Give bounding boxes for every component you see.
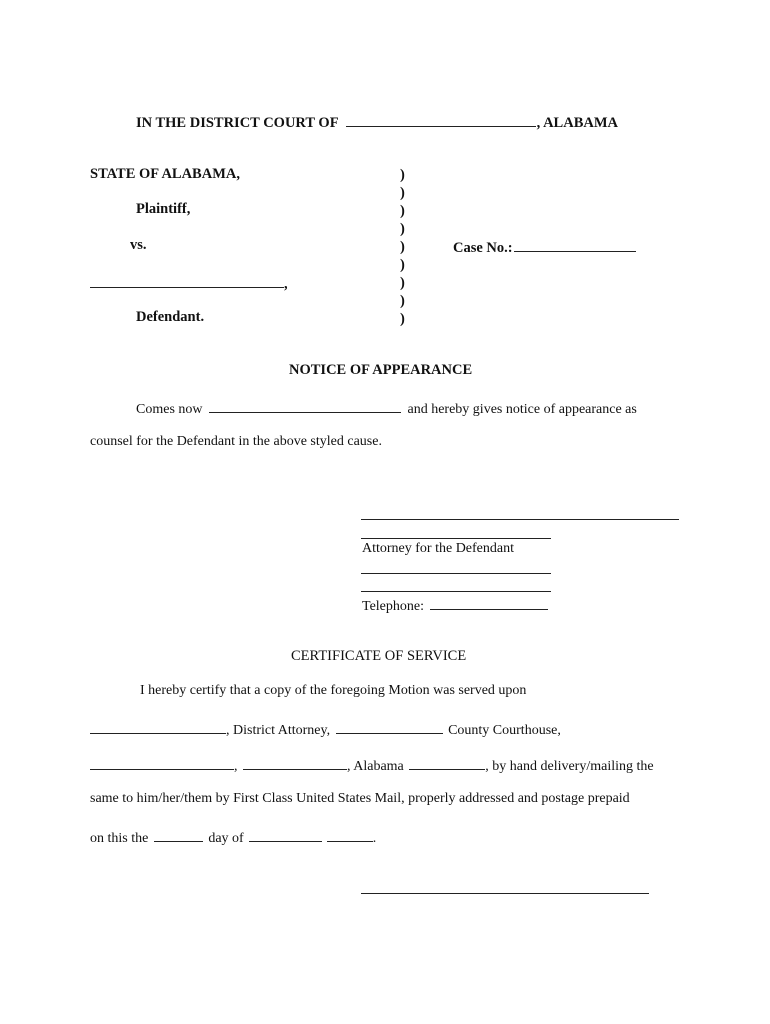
notice-comes-now: Comes now: [136, 402, 203, 417]
defendant-name-blank[interactable]: [90, 273, 284, 288]
court-header-prefix: IN THE DISTRICT COURT OF: [136, 115, 339, 131]
paren: ): [400, 167, 405, 183]
case-number-line: [453, 237, 636, 257]
hand-delivery-text: , by hand delivery/mailing the: [485, 759, 654, 774]
year-blank[interactable]: [327, 827, 373, 842]
attorney-name-line[interactable]: [361, 538, 551, 539]
paren: ): [400, 293, 405, 309]
address-line-2[interactable]: [361, 591, 551, 592]
address-line-1[interactable]: [361, 573, 551, 574]
period-text: .: [372, 831, 377, 846]
paren: ): [400, 185, 405, 201]
plaintiff-role: Plaintiff,: [136, 201, 191, 217]
on-this-the-text: on this the: [90, 831, 149, 846]
paren: ): [400, 311, 405, 327]
versus-label: vs.: [130, 237, 147, 253]
court-header-suffix: , ALABAMA: [536, 115, 619, 131]
plaintiff-name: STATE OF ALABAMA,: [90, 166, 240, 182]
certificate-line-4: same to him/her/them by First Class United States Mail, properly addressed and postage prepaid: [90, 791, 630, 806]
district-attorney-text: , District Attorney,: [226, 723, 331, 738]
court-county-blank[interactable]: [346, 112, 536, 127]
paren: ): [400, 203, 405, 219]
month-blank[interactable]: [249, 827, 322, 842]
telephone-label: Telephone:: [362, 599, 424, 614]
county-courthouse-text: County Courthouse,: [448, 723, 561, 738]
paren: ): [400, 239, 405, 255]
city-blank[interactable]: [243, 755, 347, 770]
defendant-name-line: [90, 273, 288, 293]
paren: ): [400, 221, 405, 237]
certificate-line-1: I hereby certify that a copy of the foregoing Motion was served upon: [140, 683, 527, 698]
certificate-line-5: [90, 827, 376, 847]
notice-line-2: counsel for the Defendant in the above styled cause.: [90, 434, 382, 449]
certificate-signature-line[interactable]: [361, 893, 649, 894]
da-name-blank[interactable]: [90, 719, 226, 734]
caption-parentheses: [400, 166, 412, 328]
address-comma: ,: [234, 759, 238, 774]
case-number-blank[interactable]: [514, 237, 636, 252]
paren: ): [400, 275, 405, 291]
notice-title: NOTICE OF APPEARANCE: [289, 362, 473, 378]
county-blank[interactable]: [336, 719, 443, 734]
counsel-name-blank[interactable]: [209, 398, 401, 413]
notice-gives-notice: and hereby gives notice of appearance as: [407, 402, 637, 417]
signature-line[interactable]: [361, 519, 679, 520]
day-blank[interactable]: [154, 827, 203, 842]
defendant-comma: ,: [284, 276, 288, 292]
address-blank[interactable]: [90, 755, 234, 770]
defendant-role: Defendant.: [136, 309, 205, 325]
attorney-label: Attorney for the Defendant: [362, 541, 514, 556]
alabama-text: , Alabama: [347, 759, 404, 774]
telephone-line: [362, 595, 548, 615]
case-number-label: Case No.:: [453, 240, 513, 256]
certificate-title: CERTIFICATE OF SERVICE: [291, 648, 467, 664]
court-header: [136, 112, 618, 132]
paren: ): [400, 257, 405, 273]
certificate-line-2: [90, 719, 561, 739]
zip-blank[interactable]: [409, 755, 485, 770]
day-of-text: day of: [208, 831, 244, 846]
telephone-blank[interactable]: [430, 595, 548, 610]
certificate-line-3: [90, 755, 654, 775]
notice-line-1: [136, 398, 637, 418]
